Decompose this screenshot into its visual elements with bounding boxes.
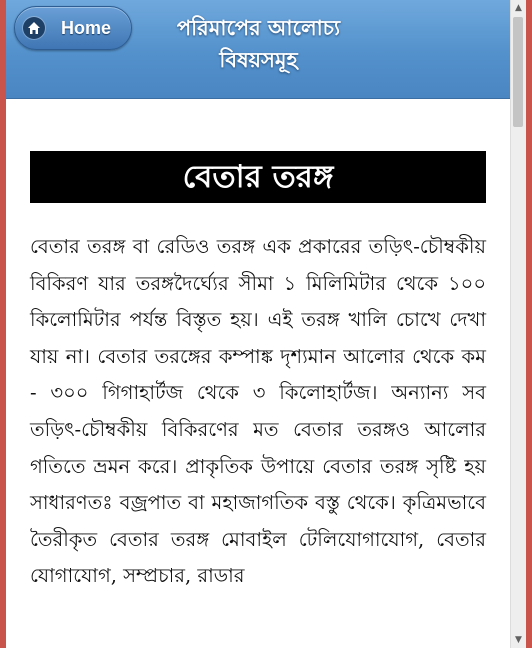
scrollbar-thumb[interactable] [513, 17, 523, 127]
scroll-up-arrow-icon[interactable]: ▲ [515, 3, 522, 13]
home-button[interactable] [14, 6, 132, 50]
home-icon [23, 17, 45, 39]
home-button-label: Home [61, 17, 112, 38]
vertical-scrollbar[interactable] [510, 0, 526, 648]
page-title: পরিমাপের আলোচ্য বিষয়সমূহ [176, 15, 341, 72]
app-window [6, 0, 526, 648]
header-bar [6, 0, 511, 99]
scroll-down-arrow-icon[interactable]: ▼ [515, 635, 522, 645]
article-heading: বেতার তরঙ্গ [30, 151, 486, 203]
article-body: বেতার তরঙ্গ বা রেডিও তরঙ্গ এক প্রকারের তড়িৎ-চৌম্বকীয় বিকিরণ যার তরঙ্গদৈর্ঘ্যের সীমা ১ মিলিমিটার থেকে ১০০ কিলোমিটার পর্যন্ত বিস্তৃত হয়। এই তরঙ্গ খালি চোখে দেখা যায় না। বেতার তরঙ্গের কম্পাঙ্ক দৃশ্যমান আলোর থেকে কম - ৩০০ গিগাহার্টজ থেকে ৩ কিলোহার্টজ। অন্যান্য সব তড়িৎ-চৌম্বকীয় বিকিরণের মত বেতার তরঙ্গও আলোর গতিতে ভ্রমন করে। প্রাকৃতিক উপায়ে বেতার তরঙ্গ সৃষ্টি হয় সাধারণতঃ বজ্রপাত বা মহাজাগতিক বস্তু থেকে। কৃত্রিমভাবে তৈরীকৃত বেতার তরঙ্গ মোবাইল টেলিযোগাযোগ, বেতার যোগাযোগ, সম্প্রচার, রাডার [30, 235, 486, 588]
